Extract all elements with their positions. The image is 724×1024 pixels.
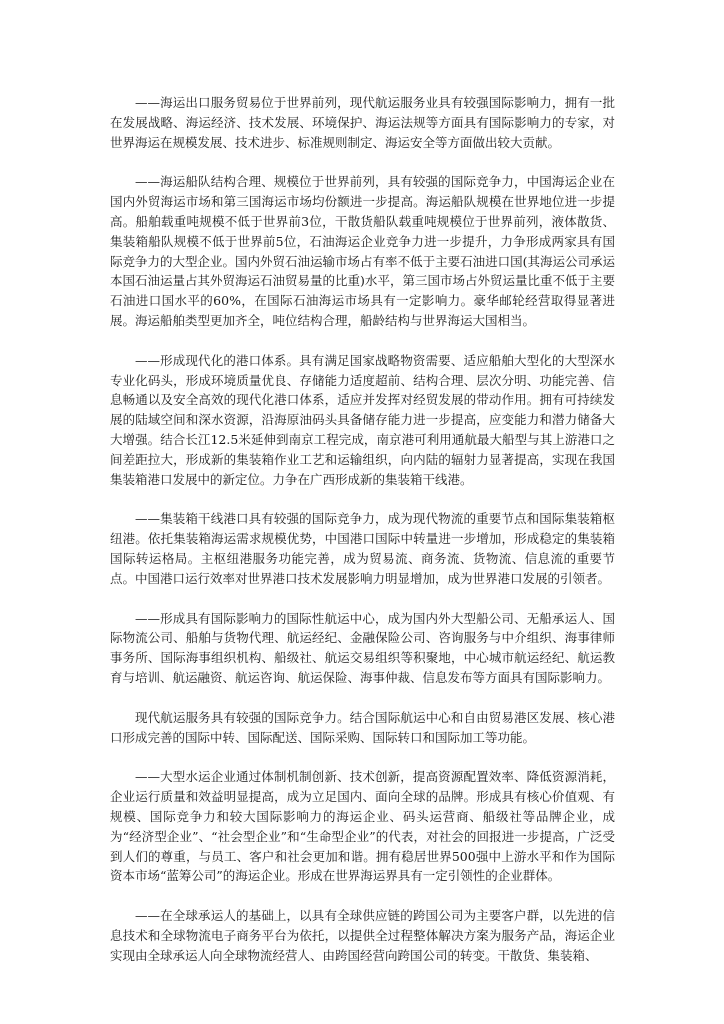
- paragraph-2: ——海运船队结构合理、规模位于世界前列，具有较强的国际竞争力，中国海运企业在国内外贸海运市场和第三国海运市场均份额进一步提高。海运船队规模在世界地位进一步提高。船舶载重吨规模不低于世界前3位，干散货船队载重吨规模位于世界前列，液体散货、集装箱船队规模不低于世界前5位，石油海运企业竞争力进一步提升，力争形成两家具有国际竞争力的大型企业。国内外贸石油运输市场占有率不低于主要石油进口国(其海运公司承运本国石油运量占其外贸海运石油贸易量的比重)水平，第三国市场占外贸运量比重不低于主要石油进口国水平的60%，在国际石油海运市场具有一定影响力。豪华邮轮经营取得显著进展。海运船舶类型更加齐全，吨位结构合理，船龄结构与世界海运大国相当。: [110, 174, 615, 328]
- paragraph-6: 现代航运服务具有较强的国际竞争力。结合国际航运中心和自由贸易港区发展、核心港口形成完善的国际中转、国际配送、国际采购、国际转口和国际加工等功能。: [110, 709, 615, 745]
- paragraph-7: ——大型水运企业通过体制机制创新、技术创新，提高资源配置效率、降低资源消耗，企业运行质量和效益明显提高，成为立足国内、面向全球的品牌。形成具有核心价值观、有规模、国际竞争力和较大国际影响力的海运企业、码头运营商、船级社等品牌企业，成为“经济型企业”、“社会型企业”和“生命型企业”的代表，对社会的回报进一步提高，广泛受到人们的尊重，与员工、客户和社会更加和谐。拥有稳居世界500强中上游水平和作为国际资本市场“蓝筹公司”的海运企业。形成在世界海运界具有一定引领性的企业群体。: [110, 769, 615, 884]
- paragraph-8: ——在全球承运人的基础上，以具有全球供应链的跨国公司为主要客户群，以先进的信息技术和全球物流电子商务平台为依托，以提供全过程整体解决方案为服务产品，海运企业实现由全球承运人向全球物流经营人、由跨国经营向跨国公司的转变。干散货、集装箱、: [110, 908, 615, 963]
- paragraph-1: ——海运出口服务贸易位于世界前列，现代航运服务业具有较强国际影响力，拥有一批在发展战略、海运经济、技术发展、环境保护、海运法规等方面具有国际影响力的专家，对世界海运在规模发展、技术进步、标准规则制定、海运安全等方面做出较大贡献。: [110, 95, 615, 150]
- paragraph-4: ——集装箱干线港口具有较强的国际竞争力，成为现代物流的重要节点和国际集装箱枢纽港。依托集装箱海运需求规模优势，中国港口国际中转量进一步增加，形成稳定的集装箱国际转运格局。主枢纽港服务功能完善，成为贸易流、商务流、货物流、信息流的重要节点。中国港口运行效率对世界港口技术发展影响力明显增加，成为世界港口发展的引领者。: [110, 511, 615, 586]
- document-page: [110, 93, 615, 985]
- paragraph-5: ——形成具有国际影响力的国际性航运中心，成为国内外大型船公司、无船承运人、国际物流公司、船舶与货物代理、航运经纪、金融保险公司、咨询服务与中介组织、海事律师事务所、国际海事组织机构、船级社、航运交易组织等积聚地，中心城市航运经纪、航运教育与培训、航运融资、航运咨询、航运保险、海事仲裁、信息发布等方面具有国际影响力。: [110, 610, 615, 685]
- paragraph-3: ——形成现代化的港口体系。具有满足国家战略物资需要、适应船舶大型化的大型深水专业化码头，形成环境质量优良、存储能力适度超前、结构合理、层次分明、功能完善、信息畅通以及安全高效的现代化港口体系，适应并发挥对经贸发展的带动作用。拥有可持续发展的陆域空间和深水资源，沿海原油码头具备储存能力进一步提高，应变能力和潜力储备大大增强。结合长江12.5米延伸到南京工程完成，南京港可利用通航最大船型与其上游港口之间差距拉大，形成新的集装箱作业工艺和运输组织，向内陆的辐射力显著提高，实现在我国集装箱港口发展中的新定位。力争在广西形成新的集装箱干线港。: [110, 352, 615, 487]
